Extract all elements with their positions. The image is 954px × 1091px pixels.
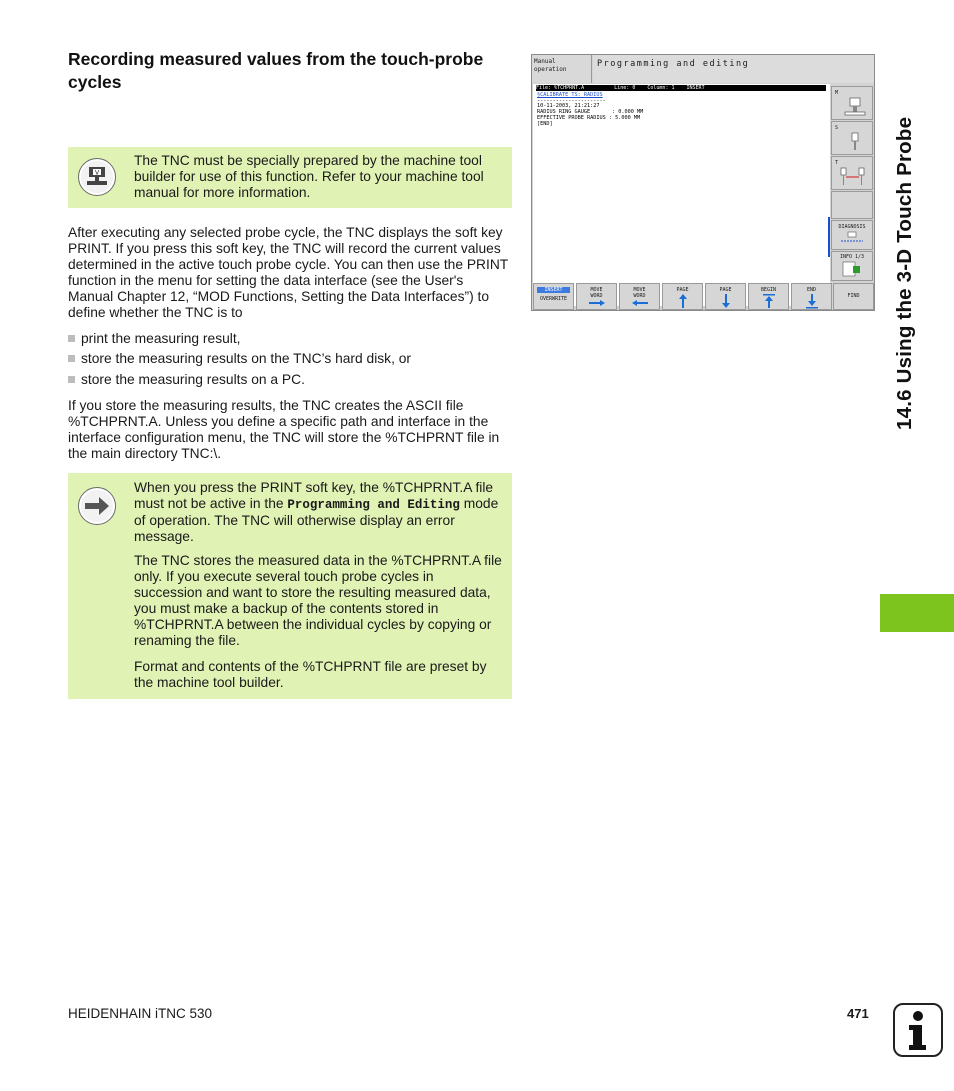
program-line[interactable]: EFFECTIVE PROBE RADIUS : 5.000 MM bbox=[537, 115, 641, 121]
info-icon-glyph bbox=[895, 1005, 941, 1055]
operating-mode bbox=[532, 55, 592, 83]
arrow-left-icon bbox=[630, 299, 650, 307]
spindle-icon bbox=[841, 96, 871, 118]
mode-line-2: operation bbox=[534, 66, 567, 73]
arrow-right-icon bbox=[587, 299, 607, 307]
softkey-label: BEGIN bbox=[760, 287, 777, 293]
info-page-icon bbox=[837, 261, 867, 277]
softkey-move-word-left[interactable] bbox=[619, 283, 660, 310]
softkey-label: WORD bbox=[590, 293, 603, 299]
softkey-label-overwrite: OVERWRITE bbox=[539, 296, 568, 302]
note2-p1-after: mode of operation. The TNC will otherwise display an error message. bbox=[134, 496, 499, 544]
bullet-store-pc bbox=[68, 372, 305, 388]
probe-offset-icon bbox=[835, 166, 869, 188]
editor-status-bar: File: %TCHPRNT.A Line: 0 Column: 1 INSERT bbox=[536, 85, 826, 91]
bullet-store-tnc bbox=[68, 351, 411, 367]
softkey-label: DIAGNOSIS bbox=[838, 224, 866, 230]
softkey-label: PAGE bbox=[676, 287, 689, 293]
note-box-machine bbox=[68, 147, 512, 208]
softkey-page-up[interactable] bbox=[662, 283, 703, 310]
mode-line-1: Manual bbox=[534, 58, 556, 65]
program-line[interactable]: ---------------------- bbox=[537, 98, 606, 104]
machine-icon bbox=[78, 158, 116, 196]
arrow-end-icon bbox=[805, 293, 819, 309]
arrow-down-icon bbox=[721, 293, 731, 309]
softkey-move-word-right[interactable] bbox=[576, 283, 617, 310]
bullet-square bbox=[68, 376, 75, 383]
arrow-right-icon-glyph bbox=[79, 488, 115, 524]
note2-paragraph-2: The TNC stores the measured data in the %TCHPRNT.A file only. If you execute several touch probe cycles in succession and want to store the resulting measured data, you must make a backup of the contents stored in %TCHPRNT.A between the individual cycles by copying or renaming the file. bbox=[134, 553, 502, 648]
page-number: 471 bbox=[847, 1006, 869, 1021]
softkey-info[interactable] bbox=[831, 251, 873, 281]
softkey-page-down[interactable] bbox=[705, 283, 746, 310]
horizontal-softkey-bar bbox=[533, 283, 875, 310]
softkey-label: T bbox=[835, 160, 839, 166]
arrow-begin-icon bbox=[762, 293, 776, 309]
softkey-s[interactable] bbox=[831, 121, 873, 155]
note2-paragraph-3: Format and contents of the %TCHPRNT file are preset by the machine tool builder. bbox=[134, 659, 487, 690]
ascii-paragraph: If you store the measuring results, the TNC creates the ASCII file %TCHPRNT.A. Unless you define a specific path and interface in the interface configuration menu, the TNC will store the %TCHPRNT file in the main directory TNC:\. bbox=[68, 398, 500, 461]
softkey-t[interactable] bbox=[831, 156, 873, 190]
tnc-screen bbox=[531, 54, 875, 311]
section-title: Recording measured values from the touch-probe cycles bbox=[68, 49, 484, 92]
diagnosis-icon bbox=[837, 231, 867, 245]
tool-icon bbox=[841, 131, 871, 153]
softkey-label: MOVE bbox=[633, 287, 646, 293]
softkey-label-insert: INSERT bbox=[537, 287, 570, 293]
program-line[interactable]: [END] bbox=[537, 121, 553, 127]
chapter-side-header: 14.6 Using the 3-D Touch Probe bbox=[893, 116, 916, 430]
scroll-indicator[interactable] bbox=[828, 217, 830, 257]
softkey-empty[interactable] bbox=[831, 191, 873, 219]
svg-text:V: V bbox=[94, 169, 100, 177]
softkey-label: WORD bbox=[633, 293, 646, 299]
softkey-label: FIND bbox=[847, 293, 860, 299]
arrow-right-icon bbox=[78, 487, 116, 525]
softkey-diagnosis[interactable] bbox=[831, 220, 873, 250]
note-box-info bbox=[68, 473, 512, 699]
softkey-begin[interactable] bbox=[748, 283, 789, 310]
footer-product: HEIDENHAIN iTNC 530 bbox=[68, 1006, 213, 1021]
softkey-label: END bbox=[806, 287, 817, 293]
softkey-label: MOVE bbox=[590, 287, 603, 293]
note2-p1-before: When you press the PRINT soft key, the %TCHPRNT.A file must not be active in the bbox=[134, 480, 494, 511]
softkey-insert-overwrite[interactable] bbox=[533, 283, 574, 310]
softkey-label: S bbox=[835, 125, 839, 131]
bullet-print bbox=[68, 331, 241, 347]
note2-paragraph-1 bbox=[134, 480, 504, 545]
softkey-label: M bbox=[835, 90, 839, 96]
chapter-tab-marker bbox=[880, 594, 954, 632]
bullet-text: store the measuring results on a PC. bbox=[81, 372, 305, 387]
bullet-text: print the measuring result, bbox=[81, 331, 241, 346]
program-editor[interactable] bbox=[533, 84, 830, 306]
softkey-m[interactable] bbox=[831, 86, 873, 120]
softkey-find[interactable] bbox=[833, 283, 874, 310]
program-line[interactable]: RADIUS RING GAUGE : 0.000 MM bbox=[537, 109, 644, 115]
intro-paragraph: After executing any selected probe cycle, the TNC displays the soft key PRINT. If you press this soft key, the TNC will record the current values determined in the active touch probe cycle. You can then use the PRINT function in the menu for setting the data interface (see the User's Manual Chapter 12, “MOD Functions, Setting the Data Interfaces”) to define whether the TNC is to bbox=[68, 225, 508, 320]
softkey-label: INFO 1/3 bbox=[839, 254, 865, 260]
arrow-up-icon bbox=[678, 293, 688, 309]
bullet-square bbox=[68, 335, 75, 342]
machine-icon-glyph bbox=[79, 159, 115, 195]
info-icon bbox=[893, 1003, 943, 1057]
softkey-end[interactable] bbox=[791, 283, 832, 310]
note1-text: The TNC must be specially prepared by the machine tool builder for use of this function. Refer to your machine tool manual for more information. bbox=[134, 153, 484, 200]
vertical-softkey-bar bbox=[831, 84, 874, 306]
mode-name: Programming and Editing bbox=[287, 498, 460, 512]
programming-mode-title: Programming and editing bbox=[593, 55, 874, 83]
program-line[interactable]: §CALIBRATE TS: RADIUS bbox=[537, 92, 603, 98]
bullet-square bbox=[68, 355, 75, 362]
softkey-label: PAGE bbox=[719, 287, 732, 293]
program-line[interactable]: 10-11-2003, 21:21:27 bbox=[537, 103, 600, 109]
bullet-text: store the measuring results on the TNC’s hard disk, or bbox=[81, 351, 412, 366]
